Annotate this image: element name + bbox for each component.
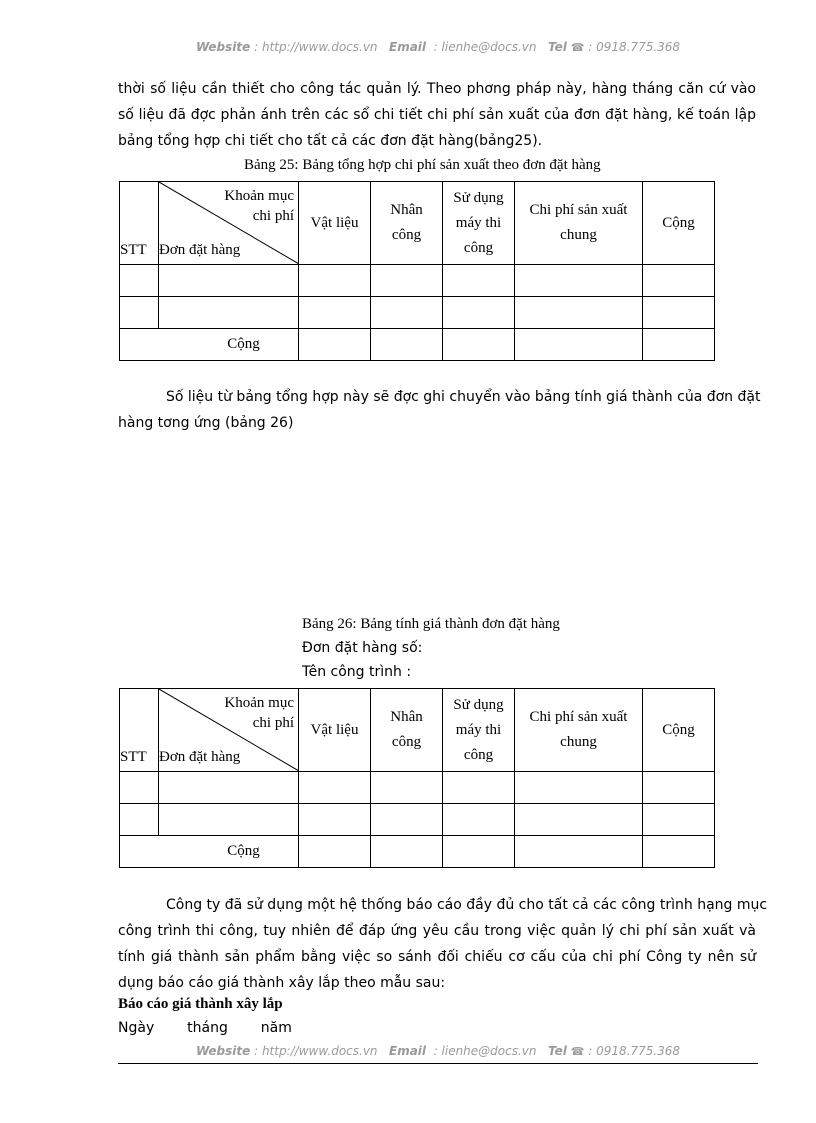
text-line: thời số liệu cần thiết cho công tác quản lý. Theo phơng pháp này, hàng tháng căn cứ vào [118,81,756,97]
cong-header: Cộng [643,689,715,772]
text-line: tính giá thành sản phẩm bằng việc so sánh đối chiếu cơ cấu của chi phí Công ty nên sử [118,949,756,965]
diagonal-header-cell [159,689,299,772]
website-value: : http://www.docs.vn [254,1044,378,1058]
cong-header: Cộng [643,182,715,265]
chi-phi-chung-header: Chi phí sản xuất chung [515,689,643,772]
nhan-cong-header: Nhân công [371,689,443,772]
report-title: Báo cáo giá thành xây lắp [118,996,283,1012]
date-day-label: Ngày [118,1020,155,1036]
transfer-paragraph [118,384,761,436]
text-line: công trình thi công, tuy nhiên để đáp ứng yêu cầu trong việc quản lý chi phí sản xuất và [118,923,756,939]
page-header [118,40,758,54]
table26 [119,688,715,868]
may-thi-cong-header: Sử dụng máy thi công [443,182,515,265]
may-thi-cong-header: Sử dụng máy thi công [443,689,515,772]
tel-value: : 0918.775.368 [588,1044,681,1058]
email-label: Email [389,40,427,54]
don-dat-hang-label: Đơn đặt hàng [159,749,241,765]
khoan-muc-label: Khoản mục chi phí [224,695,294,731]
table-row [120,265,715,297]
tel-value: : 0918.775.368 [588,40,681,54]
table26-caption: Bảng 26: Bảng tính giá thành đơn đặt hàng [302,616,560,632]
stt-header: STT [120,182,159,265]
website-label: Website [195,40,251,54]
vat-lieu-header: Vật liệu [299,689,371,772]
total-label: Cộng [120,836,299,868]
website-value: : http://www.docs.vn [254,40,378,54]
report-date-line [118,1020,292,1036]
text-line: Công ty đã sử dụng một hệ thống báo cáo đầy đủ cho tất cả các công trình hạng mục [166,897,768,913]
email-value: : lienhe@docs.vn [433,40,537,54]
email-label: Email [389,1044,427,1058]
text-line: dụng báo cáo giá thành xây lắp theo mẫu sau: [118,975,446,991]
table-row [120,804,715,836]
email-value: : lienhe@docs.vn [433,1044,537,1058]
diagonal-header-cell [159,182,299,265]
table25-caption: Bảng 25: Bảng tổng hợp chi phí sản xuất theo đơn đặt hàng [244,157,601,173]
website-label: Website [195,1044,251,1058]
table-total-row [120,836,715,868]
don-dat-hang-label: Đơn đặt hàng [159,242,241,258]
text-line: bảng tổng hợp chi tiết cho tất cả các đơn đặt hàng(bảng25). [118,133,543,149]
date-month-label: tháng [187,1020,228,1036]
table-header-row [120,182,715,265]
khoan-muc-label: Khoản mục chi phí [224,188,294,224]
phone-icon: ☎ [570,41,585,54]
table-header-row [120,689,715,772]
text-line: Số liệu từ bảng tổng hợp này sẽ đợc ghi chuyển vào bảng tính giá thành của đơn đặt [166,389,761,405]
vat-lieu-header: Vật liệu [299,182,371,265]
tel-label: Tel [547,1044,567,1058]
phone-icon: ☎ [570,1045,585,1058]
tel-label: Tel [547,40,567,54]
table-row [120,772,715,804]
text-line: hàng tơng ứng (bảng 26) [118,415,294,431]
text-line: số liệu đã đợc phản ánh trên các sổ chi tiết chi phí sản xuất của đơn đặt hàng, kế toán lập [118,107,756,123]
project-name-label: Tên công trình : [302,664,412,680]
footer-divider [118,1063,758,1064]
order-number-label: Đơn đặt hàng số: [302,640,423,656]
total-label: Cộng [120,329,299,361]
stt-header: STT [120,689,159,772]
date-year-label: năm [260,1020,292,1036]
page-footer [118,1044,758,1058]
table-total-row [120,329,715,361]
nhan-cong-header: Nhân công [371,182,443,265]
table25 [119,181,715,361]
table-row [120,297,715,329]
closing-paragraph [118,892,768,996]
intro-paragraph [118,76,756,154]
chi-phi-chung-header: Chi phí sản xuất chung [515,182,643,265]
